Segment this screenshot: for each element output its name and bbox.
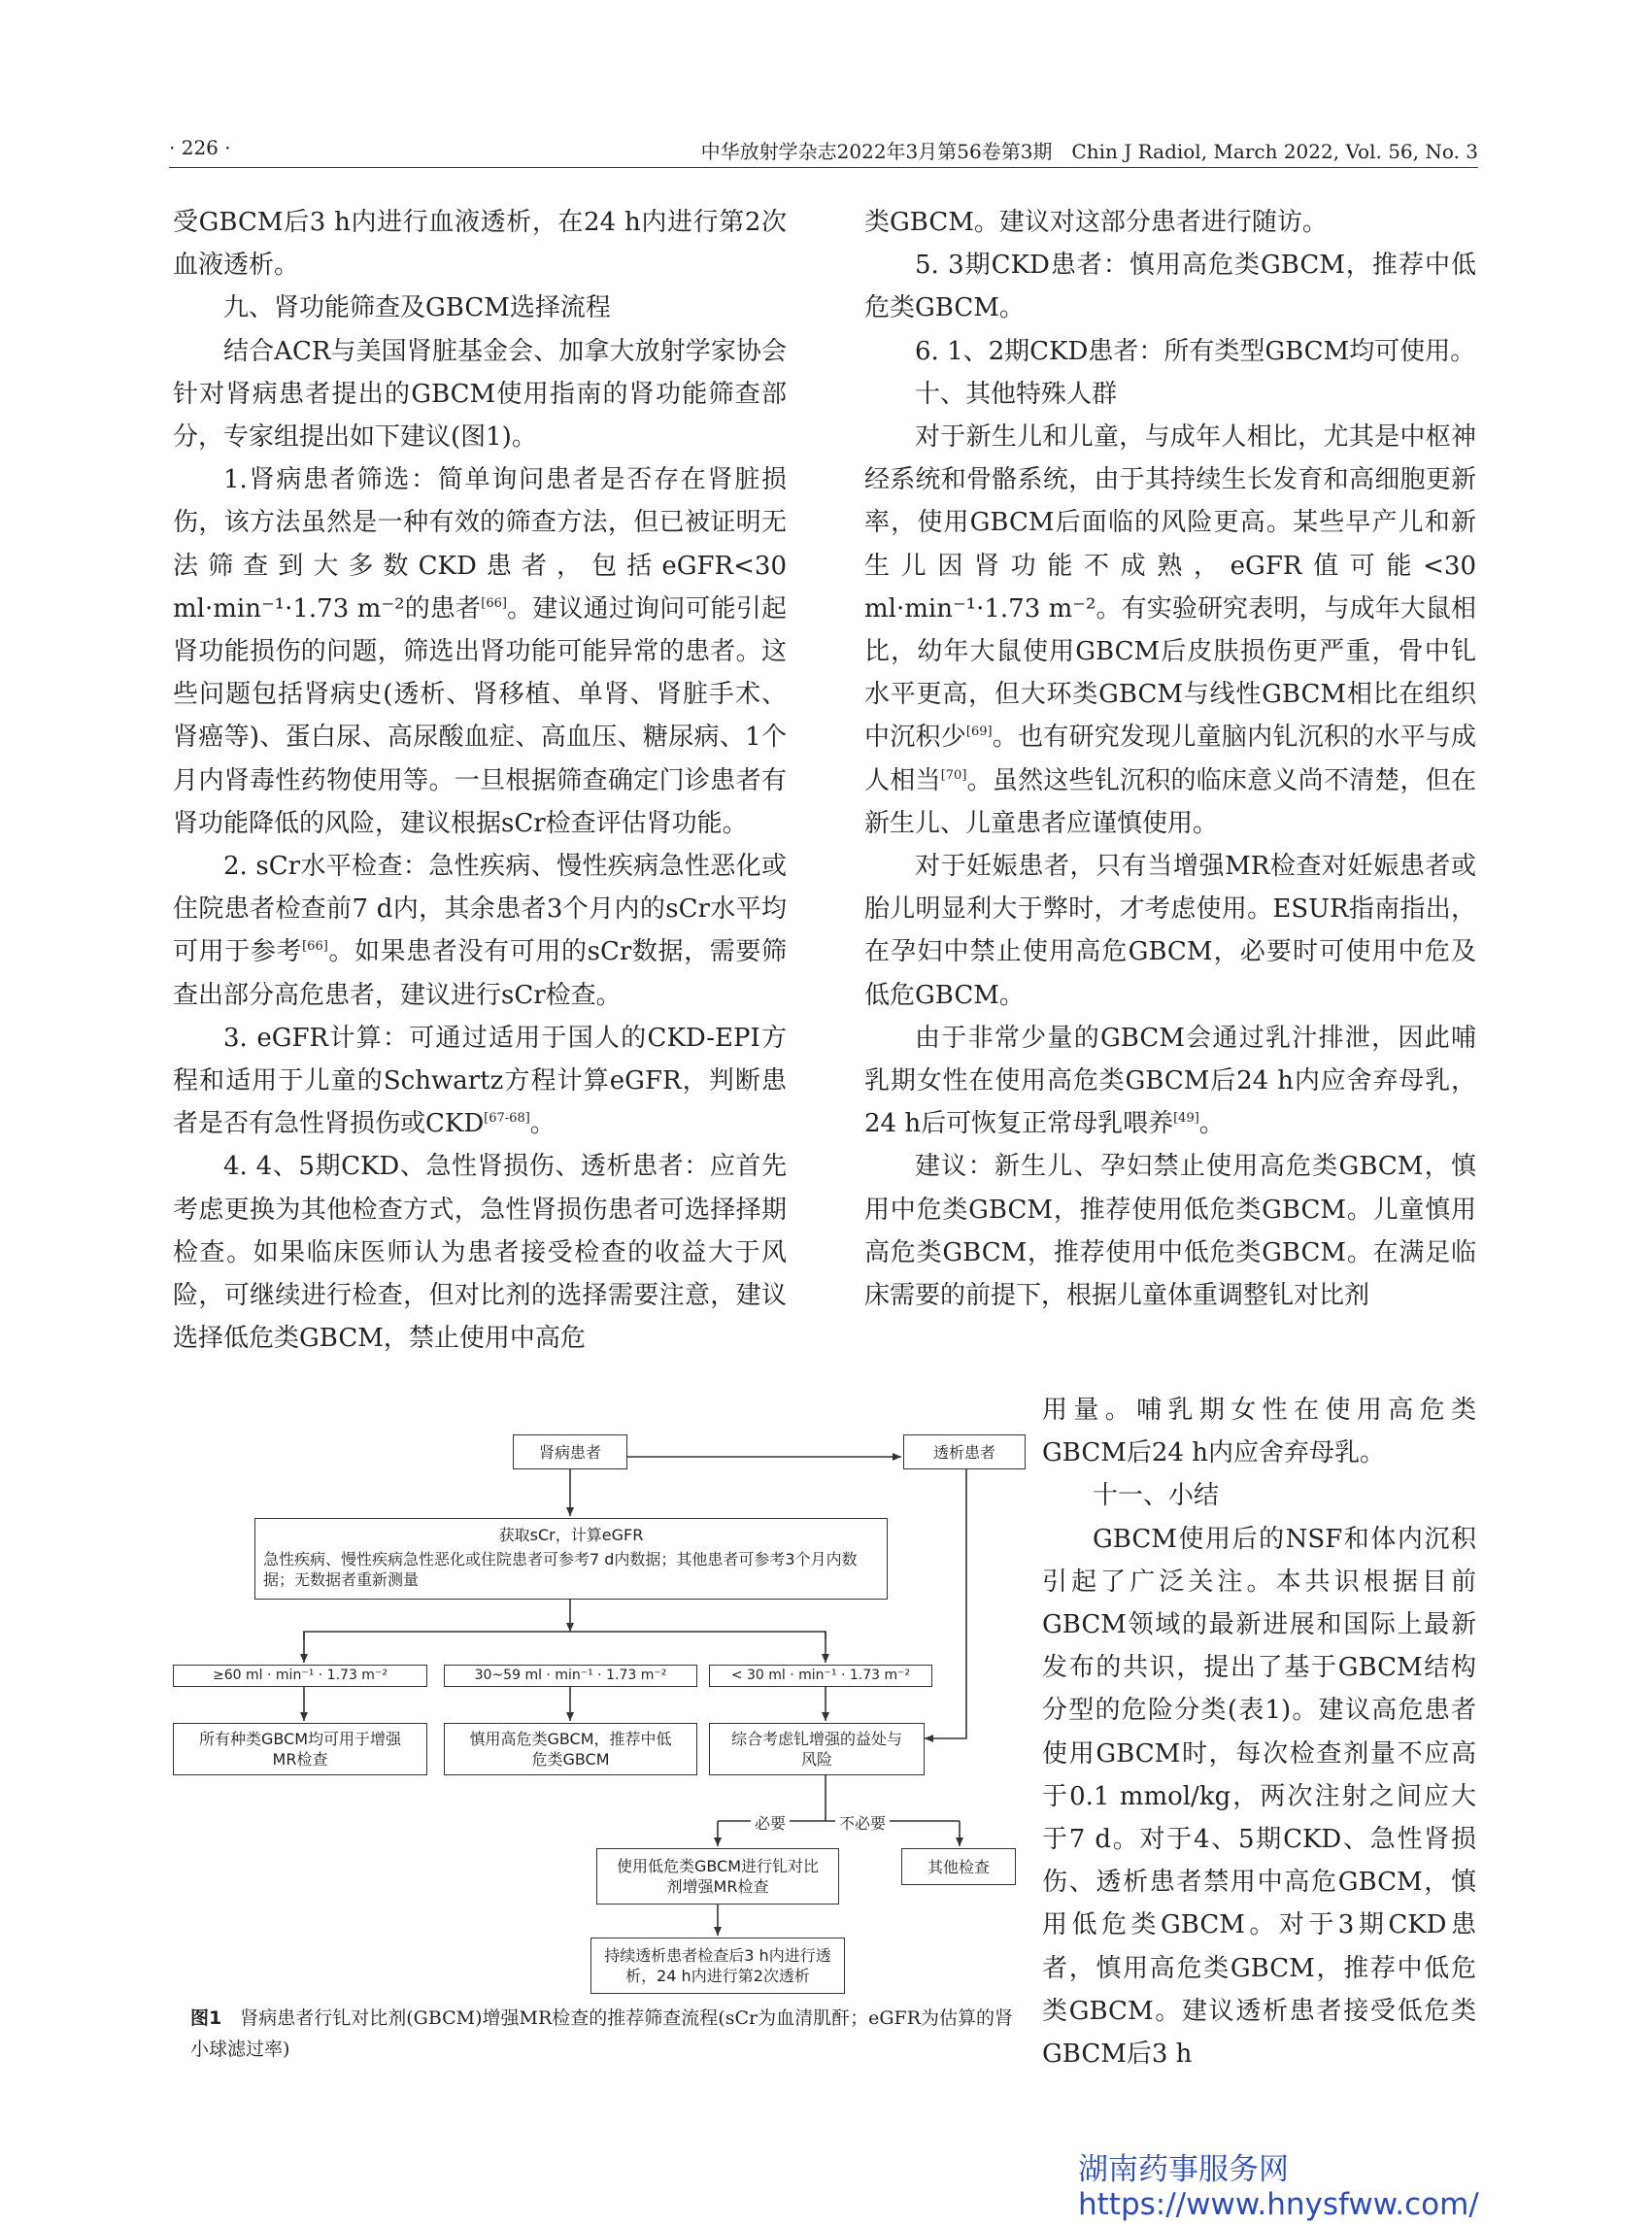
box-egfr-lt30: < 30 ml · min⁻¹ · 1.73 m⁻² (709, 1665, 932, 1687)
citation: [67-68] (484, 1111, 530, 1127)
box-get-scr (254, 1518, 888, 1600)
citation: [69] (965, 725, 993, 740)
box-get-scr-body: 急性疾病、慢性疾病急性恶化或住院患者可参考7 d内数据；其他患者可参考3个月内数据；无数据者重新测量 (263, 1550, 858, 1589)
section-heading-9: 九、肾功能筛查及GBCM选择流程 (223, 293, 611, 323)
paragraph: 6. 1、2期CKD患者：所有类型GBCM均可使用。 (915, 336, 1476, 366)
left-column (173, 201, 787, 1360)
page-header (169, 136, 1478, 165)
paragraph: 1.肾病患者筛选：简单询问患者是否存在肾脏损伤，该方法虽然是一种有效的筛查方法，但已被证明无法筛查到大多数CKD患者，包括eGFR<30 ml·min⁻¹·1.73 m⁻²的患者[66]。建议通过询问可能引起肾功能损伤的问题，筛选出肾功能可能异常的患者。这些问题包括肾病史(透析、肾移植、单肾、肾脏手术、肾癌等)、蛋白尿、高尿酸血症、高血压、糖尿病、1个月内肾毒性药物使用等。一旦根据筛查确定门诊患者有肾功能降低的风险，建议根据sCr检查评估肾功能。 (173, 465, 787, 838)
citation: [66] (481, 595, 507, 611)
watermark (1078, 2152, 1479, 2222)
box-egfr-60: ≥60 ml · min⁻¹ · 1.73 m⁻² (173, 1665, 427, 1687)
paragraph: 2. sCr水平检查：急性疾病、慢性疾病急性恶化或住院患者检查前7 d内，其余患者3个月内的sCr水平均可用于参考[66]。如果患者没有可用的sCr数据，需要筛查出部分高危患者，建议进行sCr检查。 (173, 852, 787, 1010)
paragraph: 类GBCM。建议对这部分患者进行随访。 (864, 208, 1328, 237)
paragraph: 对于新生儿和儿童，与成年人相比，尤其是中枢神经系统和骨骼系统，由于其持续生长发育和高细胞更新率，使用GBCM后面临的风险更高。某些早产儿和新生儿因肾功能不成熟，eGFR值可能<30 ml·min⁻¹·1.73 m⁻²。有实验研究表明，与成年大鼠相比，幼年大鼠使用GBCM后皮肤损伤更严重，骨中钆水平更高，但大环类GBCM与线性GBCM相比在组织中沉积少[69]。也有研究发现儿童脑内钆沉积的水平与成人相当[70]。虽然这些钆沉积的临床意义尚不清楚，但在新生儿、儿童患者应谨慎使用。 (864, 422, 1476, 838)
box-all-gbcm: 所有种类GBCM均可用于增强MR检查 (173, 1723, 427, 1775)
section-heading-10: 十、其他特殊人群 (915, 379, 1118, 409)
paragraph: 由于非常少量的GBCM会通过乳汁排泄，因此哺乳期女性在使用高危类GBCM后24 h内应舍弃母乳，24 h后可恢复正常母乳喂养[49]。 (864, 1023, 1476, 1139)
box-careful-high: 慎用高危类GBCM，推荐中低危类GBCM (444, 1723, 697, 1775)
box-get-scr-title: 获取sCr，计算eGFR (498, 1526, 644, 1544)
paragraph: GBCM使用后的NSF和体内沉积引起了广泛关注。本共识根据目前GBCM领域的最新进展和国际上最新发布的共识，提出了基于GBCM结构分型的危险分类(表1)。建议高危患者使用GBCM时，每次检查剂量不应高于0.1 mmol/kg，两次注射之间应大于7 d。对于4、5期CKD、急性肾损伤、透析患者禁用中高危GBCM，慎用低危类GBCM。对于3期CKD患者，慎用高危类GBCM，推荐中低危类GBCM。建议透析患者接受低危类GBCM后3 h (1042, 1524, 1476, 2070)
box-dialysis-after: 持续透析患者检查后3 h内进行透析，24 h内进行第2次透析 (590, 1938, 845, 1994)
watermark-name: 湖南药事服务网 (1078, 2152, 1289, 2187)
journal-citation: 中华放射学杂志2022年3月第56卷第3期 Chin J Radiol, March 2022, Vol. 56, No. 3 (700, 140, 1478, 163)
paragraph: 建议：新生儿、孕妇禁止使用高危类GBCM，慎用中危类GBCM，推荐使用低危类GBCM。儿童慎用高危类GBCM，推荐使用中低危类GBCM。在满足临床需要的前提下，根据儿童体重调整钆对比剂 (864, 1152, 1476, 1311)
box-other-exam: 其他检查 (901, 1848, 1016, 1885)
figure-caption-text: 肾病患者行钆对比剂(GBCM)增强MR检查的推荐筛查流程(sCr为血清肌酐；eGFR为估算的肾小球滤过率) (190, 2007, 1014, 2060)
paragraph: 4. 4、5期CKD、急性肾损伤、透析患者：应首先考虑更换为其他检查方式，急性肾损伤患者可选择择期检查。如果临床医师认为患者接受检查的收益大于风险，可继续进行检查，但对比剂的选择需要注意，建议选择低危类GBCM，禁止使用中高危 (173, 1152, 787, 1354)
paragraph: 3. eGFR计算：可通过适用于国人的CKD-EPI方程和适用于儿童的Schwartz方程计算eGFR，判断患者是否有急性肾损伤或CKD[67-68]。 (173, 1023, 787, 1139)
paragraph: 对于妊娠患者，只有当增强MR检查对妊娠患者或胎儿明显利大于弊时，才考虑使用。ESUR指南指出，在孕妇中禁止使用高危GBCM，必要时可使用中危及低危GBCM。 (864, 852, 1476, 1010)
watermark-url: https://www.hnysfww.com/ (1078, 2187, 1479, 2222)
citation: [49] (1173, 1111, 1199, 1127)
paragraph: 用量。哺乳期女性在使用高危类GBCM后24 h内应舍弃母乳。 (1042, 1396, 1476, 1468)
paragraph: 5. 3期CKD患者：慎用高危类GBCM，推荐中低危类GBCM。 (864, 251, 1476, 323)
box-kidney-patient: 肾病患者 (513, 1434, 627, 1469)
box-dialysis-patient: 透析患者 (903, 1434, 1026, 1469)
citation: [66] (302, 939, 328, 955)
header-rule (169, 167, 1478, 168)
box-weigh-risk: 综合考虑钆增强的益处与风险 (709, 1723, 925, 1775)
label-not-necessary: 不必要 (835, 1811, 890, 1834)
paragraph: 受GBCM后3 h内进行血液透析，在24 h内进行第2次血液透析。 (173, 208, 787, 281)
box-use-low-risk: 使用低危类GBCM进行钆对比剂增强MR检查 (596, 1848, 839, 1905)
figure-label: 图1 (190, 2007, 222, 2029)
label-necessary: 必要 (751, 1811, 790, 1834)
citation: [70] (940, 767, 967, 783)
figure-1-flowchart (173, 1433, 1028, 2015)
box-egfr-30-59: 30~59 ml · min⁻¹ · 1.73 m⁻² (444, 1665, 697, 1687)
right-column-lower (1042, 1389, 1476, 2075)
right-column (864, 201, 1476, 1317)
section-heading-11: 十一、小结 (1093, 1481, 1220, 1511)
paragraph: 结合ACR与美国肾脏基金会、加拿大放射学家协会针对肾病患者提出的GBCM使用指南的肾功能筛查部分，专家组提出如下建议(图1)。 (173, 336, 787, 453)
page-number: · 226 · (169, 136, 231, 159)
figure-caption (190, 2003, 1026, 2065)
